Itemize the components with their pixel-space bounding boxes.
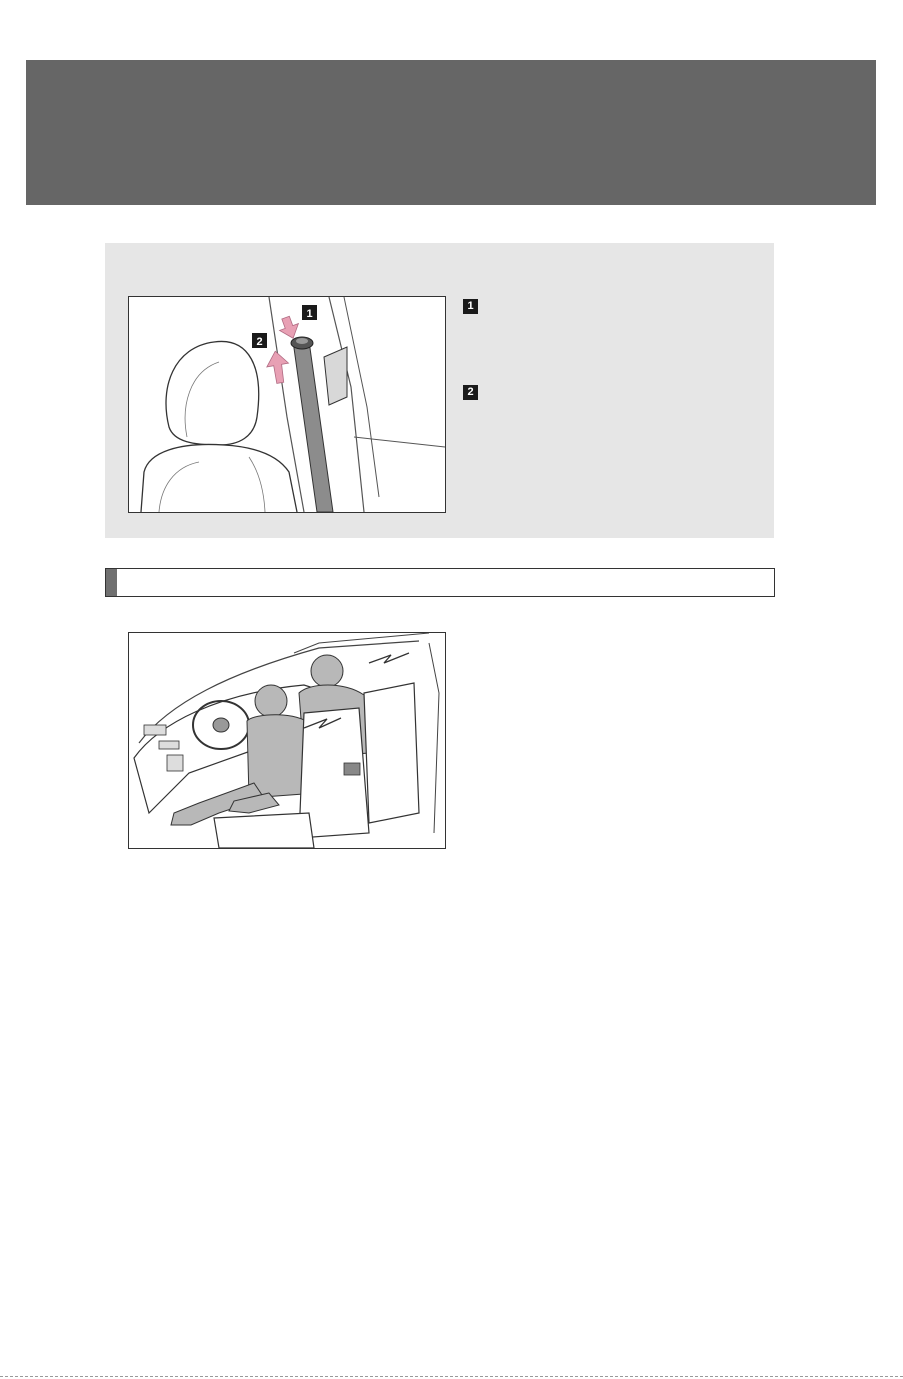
callout-1-label: 1 xyxy=(306,308,313,320)
chapter-header-band xyxy=(26,60,876,205)
shoulder-belt-illustration xyxy=(129,297,445,512)
step-1-marker: 1 xyxy=(463,299,478,314)
page-bottom-rule xyxy=(0,1376,903,1377)
interior-occupants-illustration xyxy=(129,633,445,848)
shoulder-belt-adjust-figure xyxy=(128,296,446,513)
section-heading-tab xyxy=(106,569,117,596)
step-2-marker: 2 xyxy=(463,385,478,400)
section-heading-bar xyxy=(105,568,775,597)
callout-2-label: 2 xyxy=(256,336,263,348)
interior-occupants-figure xyxy=(128,632,446,849)
